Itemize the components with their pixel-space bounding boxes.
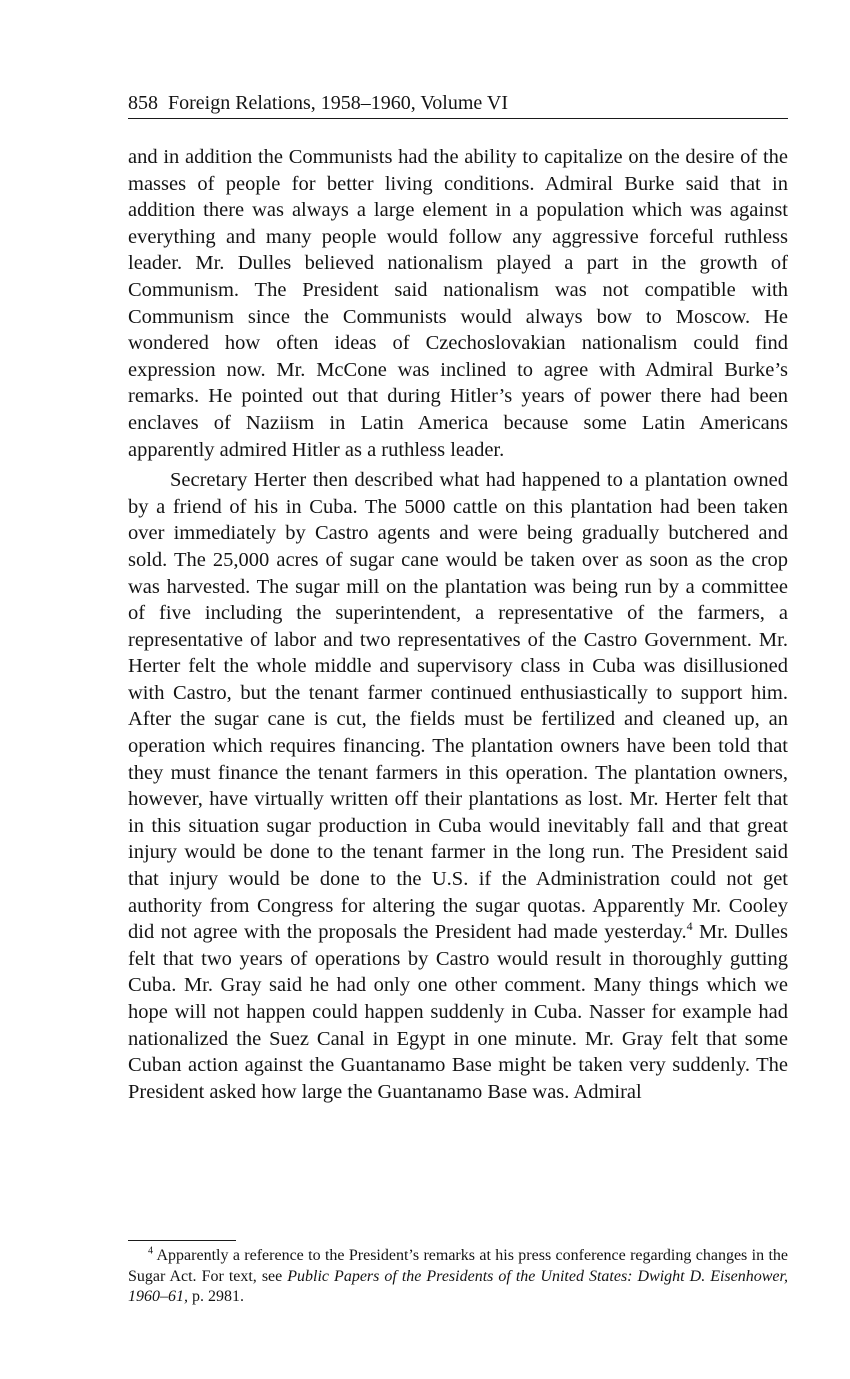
page-header [128, 90, 788, 119]
footnote-reference[interactable]: 4 [686, 919, 693, 934]
paragraph-2-text-before-ref: Secretary Herter then described what had happened to a plantation owned by a friend of his in Cuba. The 5000 cattle on this plantation had been taken over immediately by Castro agents and were being gradually butchered and sold. The 25,000 acres of sugar cane would be taken over as soon as the crop was harvested. The sugar mill on the plantation was being run by a committee of five including the superintendent, a representative of the farmers, a representative of labor and two representatives of the Castro Government. Mr. Herter felt the whole middle and supervisory class in Cuba was disillusioned with Castro, but the tenant farmer continued enthusiastically to support him. After the sugar cane is cut, the fields must be fertilized and cleaned up, an operation which requires financing. The plantation owners have been told that they must finance the tenant farmers in this operation. The plantation owners, however, have virtually written off their plantations as lost. Mr. Herter felt that in this situation sugar production in Cuba would inevitably fall and that great injury would be done to the tenant farmer in the long run. The President said that injury would be done to the U.S. if the Administration could not get authority from Congress for altering the sugar quotas. Apparently Mr. Cooley did not agree with the proposals the President had made yesterday. [128, 469, 788, 944]
footnote-cited-title: Public Papers of the Presidents of the United States: Dwight D. Eisenhower, 1960–61, [128, 1267, 788, 1305]
footnote-marker: 4 [148, 1245, 153, 1257]
paragraph-1: and in addition the Communists had the ability to capitalize on the desire of the masses of people for better living conditions. Admiral Burke said that in addition there was always a large element in a population which was against everything and many people would follow any aggressive forceful ruthless leader. Mr. Dulles believed nationalism played a part in the growth of Communism. The President said nationalism was not compatible with Communism since the Communists would always bow to Moscow. He wondered how often ideas of Czechoslovakian nationalism could find expression now. Mr. McCone was inclined to agree with Admiral Burke’s remarks. He pointed out that during Hitler’s years of power there had been enclaves of Naziism in Latin America because some Latin Americans apparently admired Hitler as a ruthless leader. [128, 146, 788, 461]
page-number: 858 [128, 92, 158, 114]
footnote [128, 1246, 788, 1308]
running-title: Foreign Relations, 1958–1960, Volume VI [168, 92, 508, 114]
paragraph-2 [128, 467, 788, 1105]
paragraph-2-text-after-ref: Mr. Dulles felt that two years of operations by Castro would result in thoroughly gutting Cuba. Mr. Gray said he had only one other comment. Many things which we hope will not happen could happen suddenly in Cuba. Nasser for example had nationalized the Suez Canal in Egypt in one minute. Mr. Gray felt that some Cuban action against the Guantanamo Base might be taken very suddenly. The President asked how large the Guantanamo Base was. Admiral [128, 921, 788, 1103]
footnote-text-before-title: Apparently a reference to the President’s remarks at his press conference regarding changes in the Sugar Act. For text, see [128, 1247, 788, 1285]
footnote-text-after-title: p. 2981. [188, 1288, 244, 1305]
body-text [128, 144, 788, 1105]
footnote-divider [128, 1240, 236, 1241]
